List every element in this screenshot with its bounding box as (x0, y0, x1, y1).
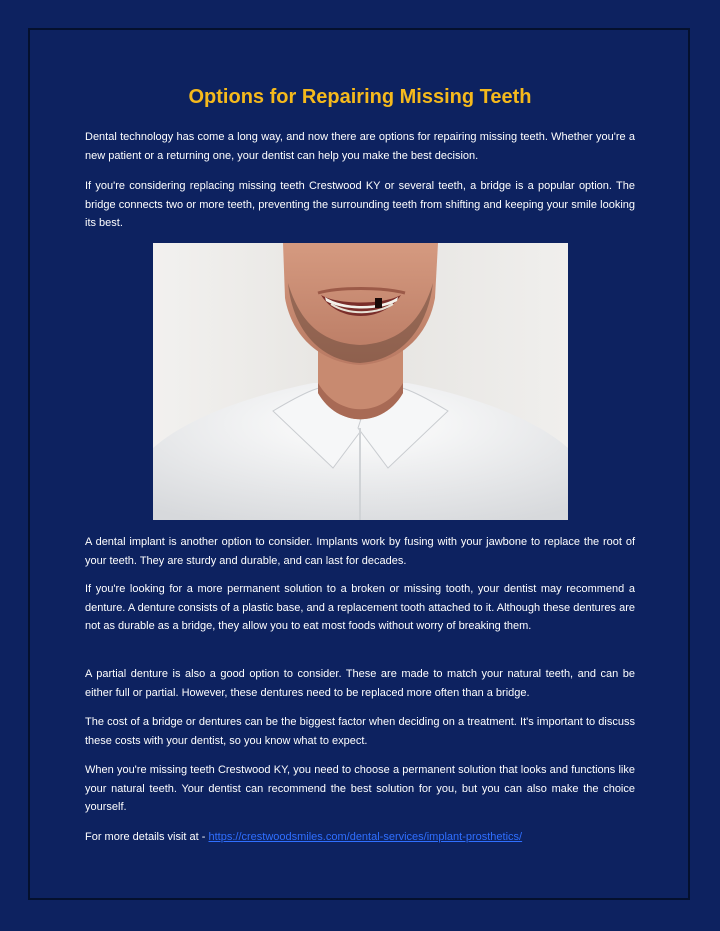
footer-line (85, 828, 635, 847)
details-link[interactable]: https://crestwoodsmiles.com/dental-services/implant-prosthetics/ (208, 831, 523, 843)
paragraph-partial-denture: A partial denture is also a good option to consider. These are made to match your natural teeth, and can be either full or partial. However, these dentures need to be replaced more often than a bridge. (85, 668, 635, 699)
paragraph-conclusion: When you're missing teeth Crestwood KY, you need to choose a permanent solution that looks and functions like your natural teeth. Your dentist can recommend the best solution for you, but you can also make the choice yourself. (85, 764, 635, 813)
paragraph-cost: The cost of a bridge or dentures can be the biggest factor when deciding on a treatment. It's important to discuss these costs with your dentist, so you know what to expect. (85, 716, 635, 747)
paragraph-intro: Dental technology has come a long way, and now there are options for repairing missing teeth. Whether you're a new patient or a returning one, your dentist can help you make the best decision. (85, 131, 635, 162)
smiling-man-missing-tooth-photo-icon (153, 243, 568, 520)
footer-prefix: For more details visit at - (85, 831, 209, 843)
paragraph-implant: A dental implant is another option to consider. Implants work by fusing with your jawbone to replace the root of your teeth. They are sturdy and durable, and can last for decades. (85, 536, 635, 567)
paragraph-denture: If you're looking for a more permanent solution to a broken or missing tooth, your dentist may recommend a denture. A denture consists of a plastic base, and a replacement tooth attached to it. Although these dentures are not as durable as a bridge, they allow you to eat most foods without worry of breaking them. (85, 583, 635, 632)
smiling-man-photo (153, 243, 568, 520)
page-title: Options for Repairing Missing Teeth (188, 86, 532, 108)
paragraph-bridge: If you're considering replacing missing teeth Crestwood KY or several teeth, a bridge is a popular option. The bridge connects two or more teeth, preventing the surrounding teeth from shifting and keeping your smile looking its best. (85, 180, 635, 229)
